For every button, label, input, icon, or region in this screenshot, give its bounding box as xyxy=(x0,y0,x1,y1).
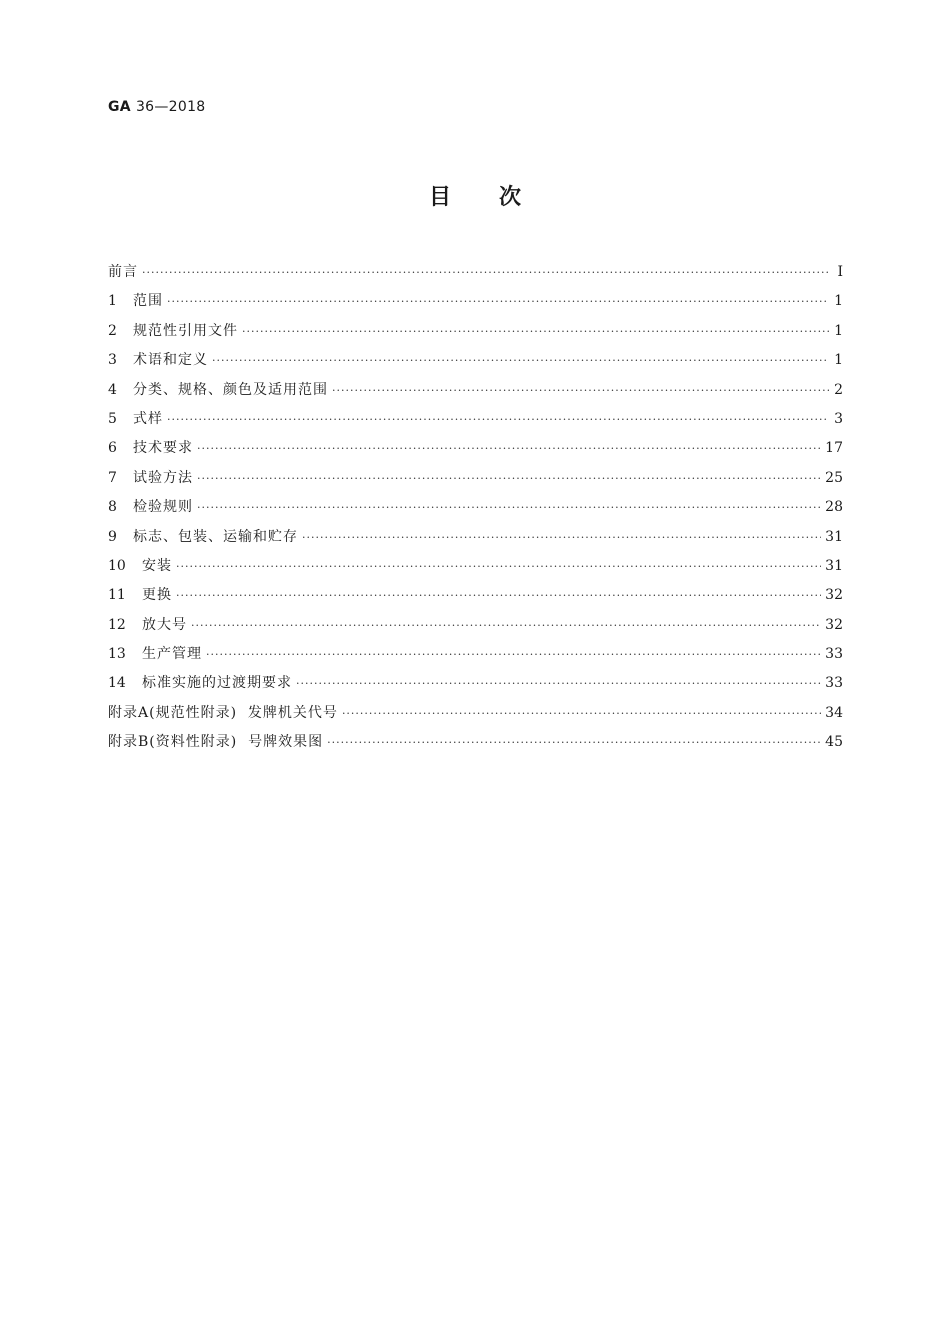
page-title: 目次 xyxy=(428,185,569,210)
standard-number: 36—2018 xyxy=(135,99,206,115)
toc-section-number: 4 xyxy=(108,381,117,398)
toc-page-number: 1 xyxy=(834,352,843,369)
toc-entry-14[interactable] xyxy=(108,669,843,698)
toc-entry-11[interactable] xyxy=(108,581,843,610)
toc-dot-leader xyxy=(167,287,829,316)
toc-dot-leader xyxy=(197,464,821,493)
standard-prefix: GA xyxy=(108,99,131,115)
toc-entry-13[interactable] xyxy=(108,640,843,669)
toc-section-number: 9 xyxy=(108,528,117,545)
toc-section-number: 7 xyxy=(108,469,117,486)
toc-entry-title: 试验方法 xyxy=(133,469,193,486)
toc-dot-leader xyxy=(327,728,821,757)
toc-entry-title: 附录B(资料性附录) 号牌效果图 xyxy=(108,734,324,751)
table-of-contents xyxy=(108,258,843,758)
toc-entry-3[interactable] xyxy=(108,346,843,375)
toc-entry-12[interactable] xyxy=(108,611,843,640)
toc-section-number: 10 xyxy=(108,557,126,574)
toc-section-number: 5 xyxy=(108,410,117,427)
toc-page-number: 32 xyxy=(825,616,843,633)
toc-entry-title: 分类、规格、颜色及适用范围 xyxy=(133,381,328,398)
toc-page-number: 3 xyxy=(834,410,843,427)
toc-section-number: 12 xyxy=(108,616,126,633)
toc-entry-6[interactable] xyxy=(108,434,843,463)
toc-entry-title: 安装 xyxy=(142,557,172,574)
toc-entry-title: 式样 xyxy=(133,410,163,427)
toc-page-number: 45 xyxy=(825,734,843,751)
toc-dot-leader xyxy=(142,258,829,287)
toc-section-number: 6 xyxy=(108,440,117,457)
toc-entry-2[interactable] xyxy=(108,317,843,346)
toc-page-number: 34 xyxy=(825,704,843,721)
toc-entry-title: 生产管理 xyxy=(142,646,202,663)
toc-dot-leader xyxy=(176,581,821,610)
toc-section-number: 11 xyxy=(108,587,126,604)
document-code xyxy=(108,99,205,115)
toc-entry-7[interactable] xyxy=(108,464,843,493)
toc-dot-leader xyxy=(206,640,821,669)
toc-page-number: 1 xyxy=(834,322,843,339)
toc-entry-foreword[interactable] xyxy=(108,258,843,287)
toc-entry-8[interactable] xyxy=(108,493,843,522)
toc-entry-title: 标准实施的过渡期要求 xyxy=(142,675,292,692)
toc-entry-title: 术语和定义 xyxy=(133,352,208,369)
toc-page-number: 17 xyxy=(825,440,843,457)
toc-section-number: 13 xyxy=(108,646,126,663)
toc-dot-leader xyxy=(197,493,821,522)
toc-entry-title: 更换 xyxy=(142,587,172,604)
toc-dot-leader xyxy=(167,405,829,434)
toc-page-number: 31 xyxy=(825,557,843,574)
toc-entry-title: 检验规则 xyxy=(133,499,193,516)
toc-section-number: 1 xyxy=(108,293,117,310)
toc-section-number: 14 xyxy=(108,675,126,692)
toc-entry-title: 附录A(规范性附录) 发牌机关代号 xyxy=(108,704,338,721)
toc-page-number: 2 xyxy=(834,381,843,398)
toc-dot-leader xyxy=(176,552,821,581)
toc-entry-title: 范围 xyxy=(133,293,163,310)
toc-entry-5[interactable] xyxy=(108,405,843,434)
toc-dot-leader xyxy=(242,317,829,346)
toc-dot-leader xyxy=(342,699,821,728)
toc-entry-10[interactable] xyxy=(108,552,843,581)
toc-page-number: 1 xyxy=(834,293,843,310)
toc-dot-leader xyxy=(197,434,821,463)
toc-dot-leader xyxy=(212,346,829,375)
toc-entry-appendix-b[interactable] xyxy=(108,728,843,757)
toc-page-number: 25 xyxy=(825,469,843,486)
toc-dot-leader xyxy=(191,611,821,640)
toc-section-number: 2 xyxy=(108,322,117,339)
toc-page-number: 28 xyxy=(825,499,843,516)
toc-entry-title: 前言 xyxy=(108,264,138,280)
toc-entry-title: 放大号 xyxy=(142,616,187,633)
toc-entry-4[interactable] xyxy=(108,376,843,405)
toc-entry-title: 技术要求 xyxy=(133,440,193,457)
toc-dot-leader xyxy=(296,669,821,698)
toc-entry-title: 标志、包装、运输和贮存 xyxy=(133,528,298,545)
toc-section-number: 3 xyxy=(108,352,117,369)
toc-entry-1[interactable] xyxy=(108,287,843,316)
toc-entry-9[interactable] xyxy=(108,523,843,552)
toc-entry-title: 规范性引用文件 xyxy=(133,322,238,339)
toc-dot-leader xyxy=(302,523,821,552)
toc-page-number: 33 xyxy=(825,646,843,663)
toc-section-number: 8 xyxy=(108,499,117,516)
toc-dot-leader xyxy=(332,376,829,405)
toc-entry-appendix-a[interactable] xyxy=(108,699,843,728)
toc-page-number: 33 xyxy=(825,675,843,692)
toc-page-number: I xyxy=(837,264,843,280)
toc-page-number: 31 xyxy=(825,528,843,545)
toc-page-number: 32 xyxy=(825,587,843,604)
